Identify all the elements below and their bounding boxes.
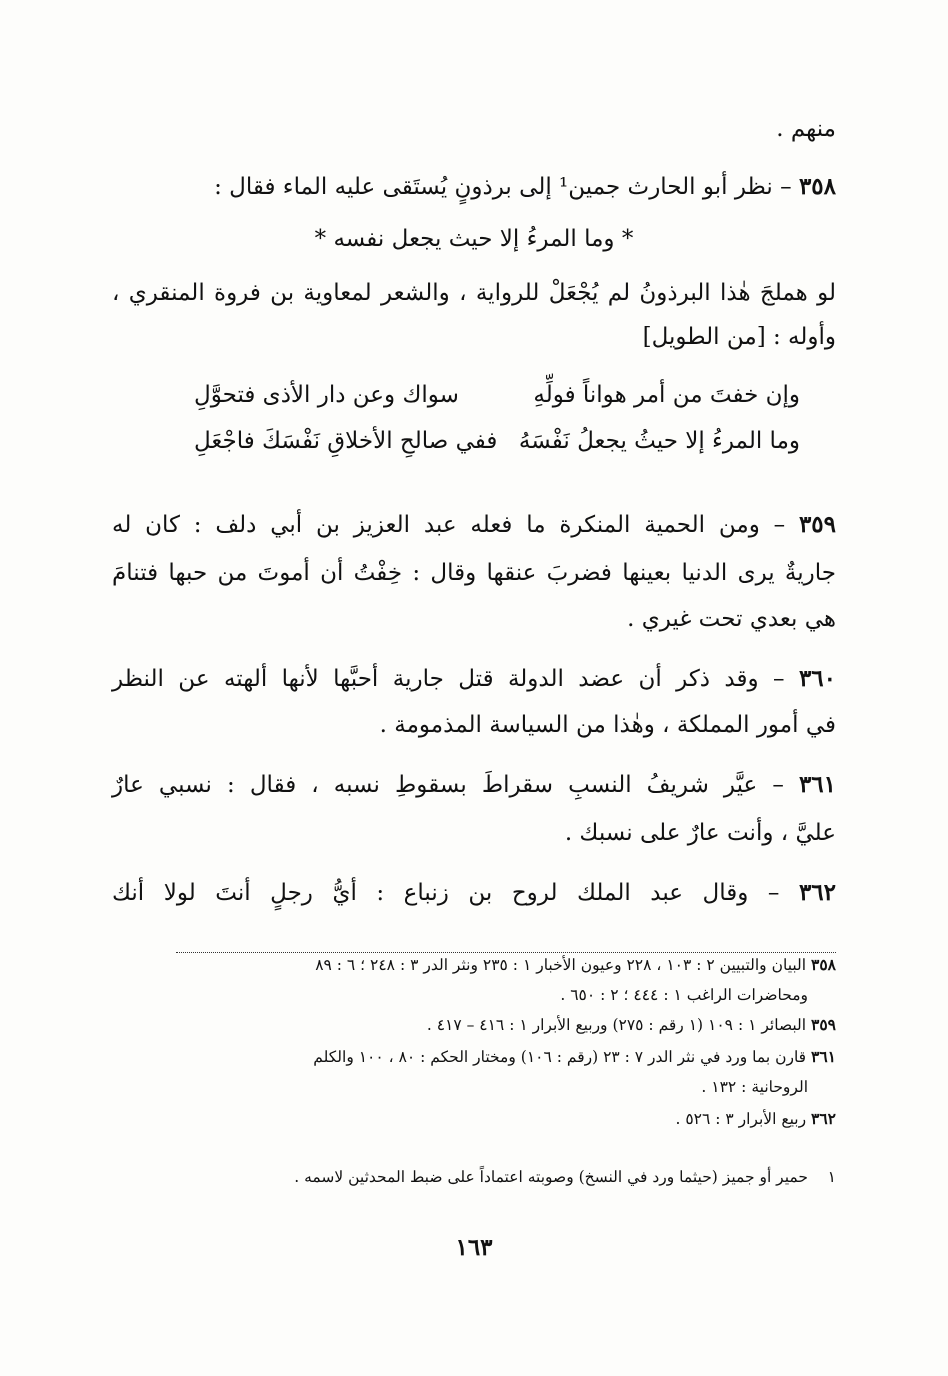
- text-line: منهم .: [776, 116, 836, 142]
- entry-number: ٣٦١: [798, 771, 836, 798]
- entry-358: [112, 170, 836, 204]
- page-number: ١٦٣: [455, 1234, 493, 1261]
- source-note-358-cont: ومحاضرات الراغب ١ : ٤٤٤ ؛ ٢ : ٦٥٠ .: [560, 986, 808, 1004]
- meter-label: [من الطويل]: [642, 324, 766, 350]
- entry-361: ٣٦١ – عيَّر شريفُ النسبِ سقراطَ بسقوطِ نسبه ، فقال : نسبي عارٌ: [112, 771, 836, 798]
- verse-2-first-half: وما المرءُ إلا حيثُ يجعلُ نَفْسَهُ: [518, 428, 800, 454]
- text-line: وأوله : [من الطويل]: [642, 324, 836, 350]
- text-line: هي بعدي تحت غيري .: [627, 606, 836, 632]
- entry-number: ٣٦٠: [798, 665, 836, 692]
- footnote-1: ١ حمير أو جميز (حيثما ورد في النسخ) وصوبته اعتماداً على ضبط المحدثين لاسمه .: [294, 1168, 836, 1186]
- source-note-361-cont: الروحانية : ١٣٢ .: [701, 1078, 808, 1096]
- footnote-marker: ١: [827, 1168, 836, 1186]
- entry-number: ٣٦٢: [798, 879, 836, 906]
- verse-2-second-half: ففي صالحِ الأخلاقِ نَفْسَكَ فاجْعَلِ: [194, 428, 498, 454]
- entry-text: – نظر أبو الحارث جمين¹ إلى برذونٍ يُستَقى عليه الماء فقال :: [214, 174, 799, 200]
- verse-1-first-half: وإن خفتَ من أمر هواناً فولِّهِ: [533, 382, 800, 408]
- text-line: في أمور المملكة ، وهٰذا من السياسة المذمومة .: [379, 712, 836, 738]
- source-note-361: ٣٦١ قارن بما ورد في نثر الدر ٧ : ٢٣ (رقم : ١٠٦) ومختار الحكم : ٨٠ ، ١٠٠ والكلم: [313, 1047, 836, 1066]
- source-note-362: ٣٦٢ ربيع الأبرار ٣ : ٥٢٦ .: [675, 1109, 836, 1128]
- text-line: عليَّ ، وأنت عارٌ على نسبك .: [564, 820, 836, 846]
- entry-number: ٣٥٨: [798, 173, 836, 200]
- verse-1-second-half: سواك وعن دار الأذى فتحوَّلِ: [194, 382, 459, 408]
- verse-hemistich-quote: * وما المرءُ إلا حيث يجعل نفسه *: [314, 226, 634, 252]
- entry-359: ٣٥٩ – ومن الحمية المنكرة ما فعله عبد العزيز بن أبي دلف : كان له: [112, 511, 836, 538]
- text-line: جاريةٌ يرى الدنيا بعينها فضربَ عنقها وقال : خِفْتُ أن أموتَ من حبها فتنامَ: [112, 560, 836, 586]
- entry-360: ٣٦٠ – وقد ذكر أن عضد الدولة قتل جارية أحبَّها لأنها ألهته عن النظر: [112, 665, 836, 692]
- source-note-358: ٣٥٨ البيان والتبيين ٢ : ١٠٣ ، ٢٢٨ وعيون الأخبار ١ : ٢٣٥ ونثر الدر ٣ : ٢٤٨ ؛ ٦ : ٨٩: [315, 955, 836, 974]
- source-note-359: ٣٥٩ البصائر ١ : ١٠٩ (١ رقم : ٢٧٥) وربيع الأبرار ١ : ٤١٦ – ٤١٧ .: [426, 1015, 836, 1034]
- text-line: لو هملجَ هٰذا البرذونُ لم يُجْعَلْ للرواية ، والشعر لمعاوية بن فروة المنقري ،: [112, 280, 836, 306]
- entry-number: ٣٥٩: [798, 511, 836, 538]
- entry-362: ٣٦٢ – وقال عبد الملك لروح بن زنباع : أيُّ رجلٍ أنتَ لولا أنك: [112, 879, 836, 906]
